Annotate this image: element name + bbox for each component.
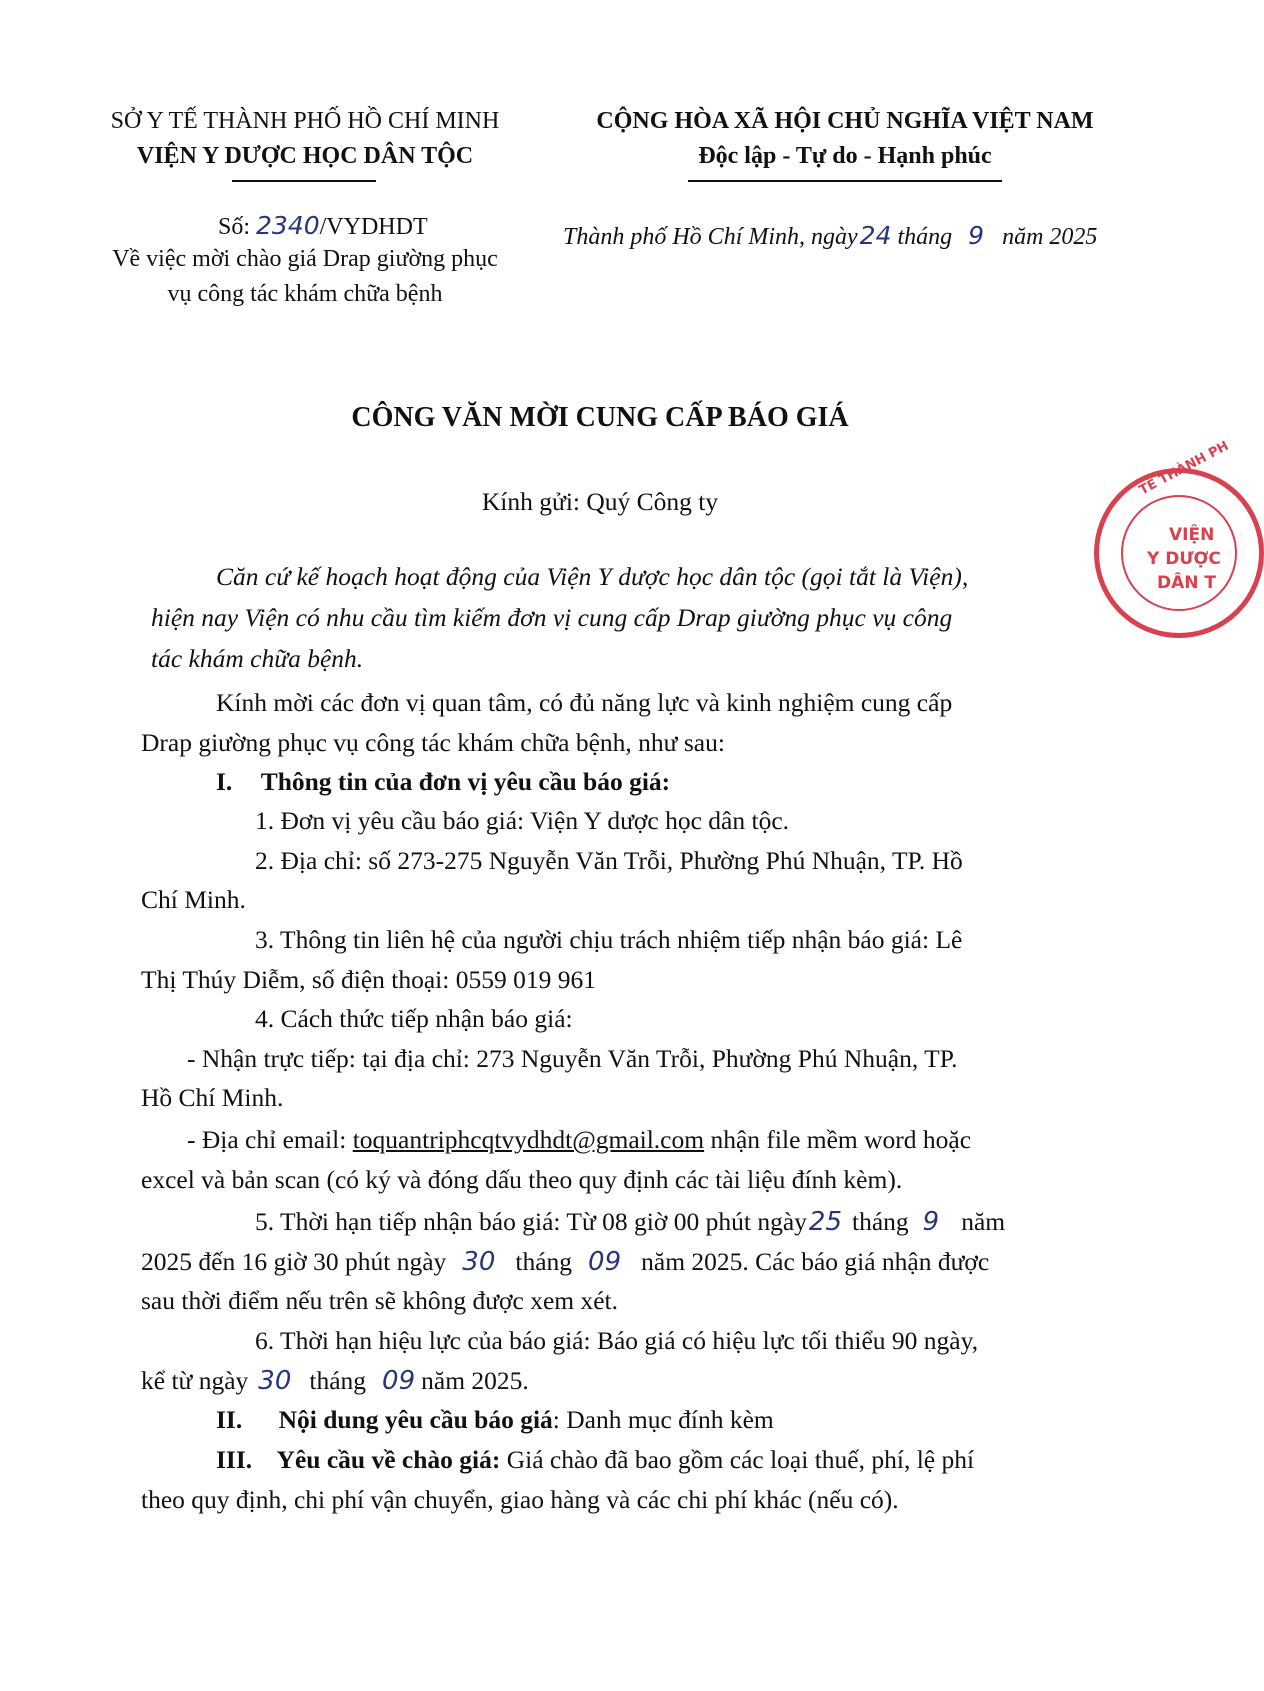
item-6-text: kể từ ngày <box>141 1366 249 1395</box>
number-prefix: Số: <box>218 214 251 240</box>
seal-line-3: DÂN T <box>1157 573 1217 593</box>
item-5-month-start: 9 <box>922 1207 940 1237</box>
section-1-item-5-cont <box>141 1247 989 1277</box>
seal-line-1: VIỆN <box>1169 525 1215 545</box>
section-1-item-2: 2. Địa chỉ: số 273-275 Nguyễn Văn Trỗi, Phường Phú Nhuận, TP. Hồ <box>255 846 963 875</box>
invite-line-2: Drap giường phục vụ công tác khám chữa bệnh, như sau: <box>141 728 725 757</box>
document-number <box>218 211 428 241</box>
subject-line-1: Về việc mời chào giá Drap giường phục <box>112 246 498 272</box>
receive-email <box>187 1125 971 1155</box>
item-5-year-label: năm <box>961 1207 1006 1236</box>
receive-email-cont: excel và bản scan (có ký và đóng dấu theo quy định các tài liệu đính kèm). <box>141 1165 903 1194</box>
intro-line-2: hiện nay Viện có nhu cầu tìm kiếm đơn vị cung cấp Drap giường phục vụ công <box>151 603 953 632</box>
section-1-item-5-cont-2: sau thời điểm nếu trên sẽ không được xem xét. <box>141 1286 619 1315</box>
item-5-day-end: 30 <box>462 1247 496 1277</box>
item-5-text-2: 2025 đến 16 giờ 30 phút ngày <box>141 1247 447 1276</box>
section-3 <box>216 1445 974 1475</box>
section-2-text: : Danh mục đính kèm <box>552 1405 774 1434</box>
section-3-cont: theo quy định, chi phí vận chuyển, giao hàng và các chi phí khác (nếu có). <box>141 1485 899 1514</box>
section-1-item-1: 1. Đơn vị yêu cầu báo giá: Viện Y dược học dân tộc. <box>255 806 790 835</box>
subject-line-2: vụ công tác khám chữa bệnh <box>167 281 443 307</box>
header-left-rule <box>232 180 376 182</box>
date-day-handwritten: 24 <box>859 221 892 250</box>
item-5-month-label: tháng <box>852 1207 909 1236</box>
section-1-item-3: 3. Thông tin liên hệ của người chịu trách nhiệm tiếp nhận báo giá: Lê <box>255 925 963 954</box>
item-6-year: năm 2025. <box>421 1366 529 1395</box>
section-2 <box>216 1405 774 1435</box>
item-6-day: 30 <box>258 1366 292 1396</box>
official-seal <box>1094 438 1264 638</box>
section-3-title: Yêu cầu về chào giá: <box>276 1445 501 1474</box>
seal-arc-text: TẾ THÀNH PH <box>1137 438 1232 499</box>
item-6-month: 09 <box>382 1366 416 1396</box>
section-1-item-4: 4. Cách thức tiếp nhận báo giá: <box>255 1004 573 1033</box>
header-right-rule <box>688 180 1002 182</box>
receive-direct-cont: Hồ Chí Minh. <box>141 1083 284 1112</box>
item-5-month-label-2: tháng <box>515 1247 573 1276</box>
section-1-item-6: 6. Thời hạn hiệu lực của báo giá: Báo giá có hiệu lực tối thiểu 90 ngày, <box>255 1326 979 1355</box>
date-city: Thành phố Hồ Chí Minh, ngày <box>563 224 858 250</box>
national-motto: Độc lập - Tự do - Hạnh phúc <box>698 143 992 169</box>
number-handwritten: 2340 <box>256 211 320 240</box>
section-1-item-2-cont: Chí Minh. <box>141 885 246 914</box>
email-link[interactable]: toquantriphcqtvydhdt@gmail.com <box>352 1125 705 1154</box>
section-2-number: II. <box>216 1405 243 1434</box>
item-5-month-end: 09 <box>588 1247 622 1277</box>
email-suffix: nhận file mềm word hoặc <box>710 1125 972 1154</box>
section-1-number: I. <box>216 767 233 796</box>
section-1-item-5 <box>255 1207 1005 1237</box>
email-label: - Địa chỉ email: <box>187 1125 347 1154</box>
item-5-text: 5. Thời hạn tiếp nhận báo giá: Từ 08 giờ 00 phút ngày <box>255 1207 807 1236</box>
item-5-text-3: năm 2025. Các báo giá nhận được <box>641 1247 990 1276</box>
national-title: CỘNG HÒA XÃ HỘI CHỦ NGHĨA VIỆT NAM <box>596 108 1094 134</box>
date-year: năm 2025 <box>1002 224 1098 250</box>
section-3-number: III. <box>216 1445 253 1474</box>
section-3-text: Giá chào đã bao gồm các loại thuế, phí, lệ phí <box>506 1445 975 1474</box>
invite-line-1: Kính mời các đơn vị quan tâm, có đủ năng lực và kinh nghiệm cung cấp <box>216 688 953 717</box>
item-6-month-label: tháng <box>309 1366 367 1395</box>
receive-direct: - Nhận trực tiếp: tại địa chỉ: 273 Nguyễn Văn Trỗi, Phường Phú Nhuận, TP. <box>187 1044 958 1073</box>
seal-line-2: Y DƯỢC <box>1147 549 1221 569</box>
intro-line-1: Căn cứ kế hoạch hoạt động của Viện Y dược học dân tộc (gọi tắt là Viện), <box>216 562 969 591</box>
section-1-title: Thông tin của đơn vị yêu cầu báo giá: <box>260 767 671 796</box>
institute-name: VIỆN Y DƯỢC HỌC DÂN TỘC <box>136 143 474 169</box>
date-month-label: tháng <box>897 224 953 250</box>
date-line <box>563 221 1097 251</box>
intro-line-3: tác khám chữa bệnh. <box>151 644 364 673</box>
item-5-day-start: 25 <box>808 1207 842 1237</box>
section-1-item-3-cont: Thị Thúy Diễm, số điện thoại: 0559 019 961 <box>141 965 596 994</box>
section-1-heading <box>216 767 670 797</box>
document-title: CÔNG VĂN MỜI CUNG CẤP BÁO GIÁ <box>351 402 849 433</box>
agency-name: SỞ Y TẾ THÀNH PHỐ HỒ CHÍ MINH <box>110 108 500 134</box>
number-suffix: /VYDHDT <box>319 214 428 240</box>
section-2-title: Nội dung yêu cầu báo giá <box>278 1405 553 1434</box>
date-month-handwritten: 9 <box>968 221 985 250</box>
greeting: Kính gửi: Quý Công ty <box>481 487 719 516</box>
section-1-item-6-cont <box>141 1366 529 1396</box>
